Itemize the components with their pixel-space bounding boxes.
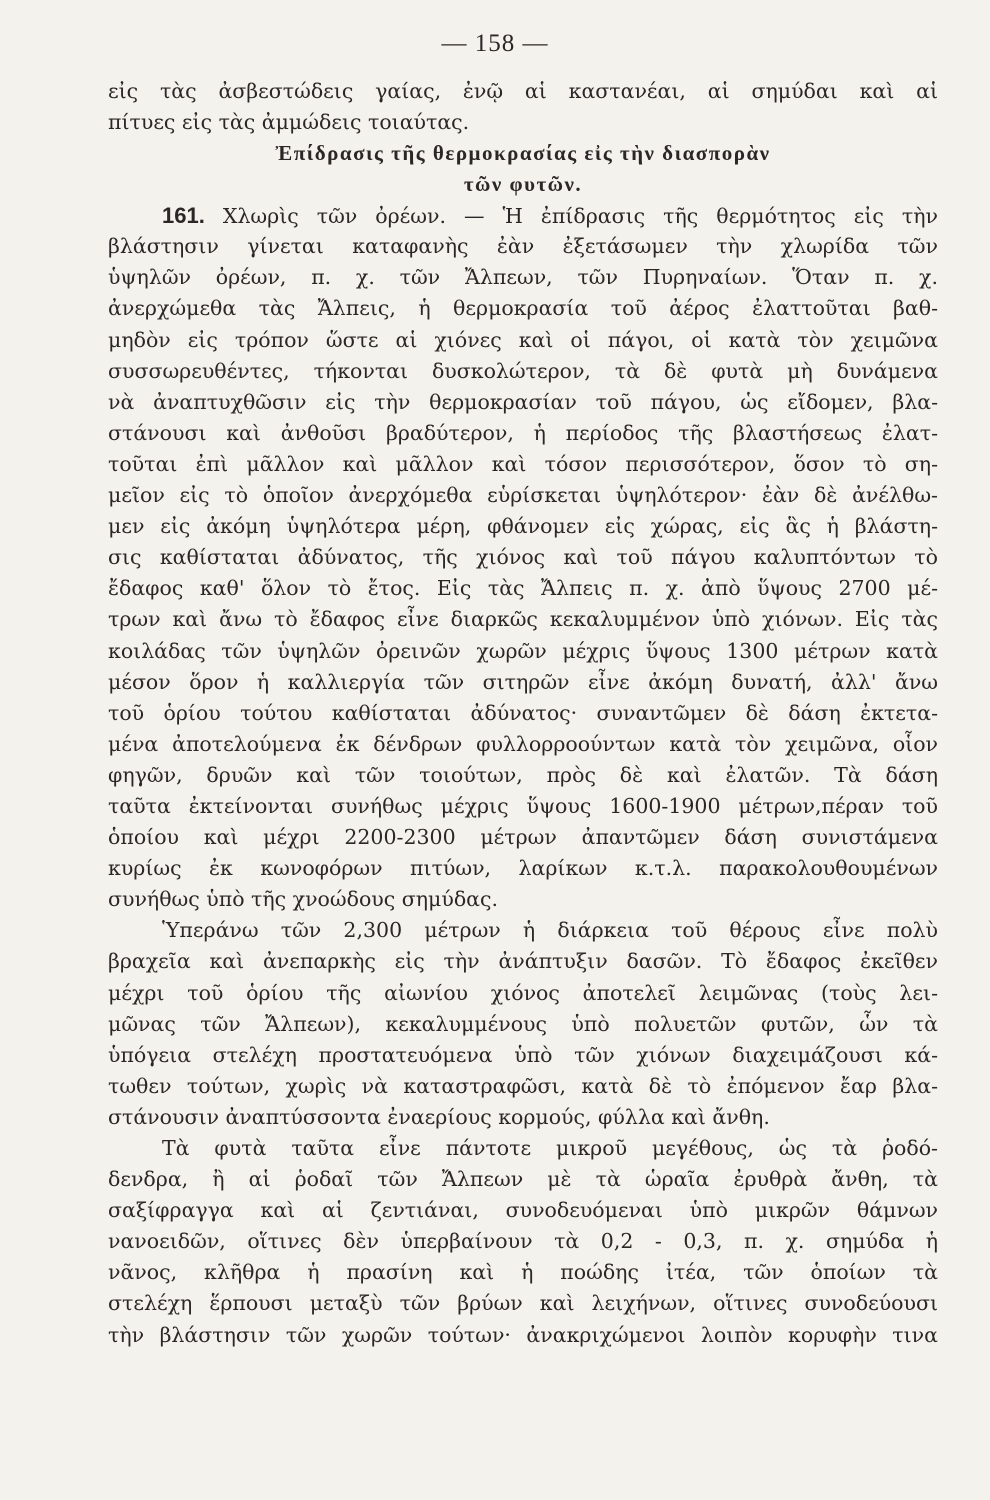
text-line: μέχρι τοῦ ὁρίου τῆς αἰωνίου χιόνος ἀποτελεῖ λειμῶνας (τοὺς λει- — [108, 980, 938, 1005]
text-line: εἰς τὰς ἀσβεστώδεις γαίας, ἐνῷ αἱ καστανέαι, αἱ σημύδαι καὶ αἱ — [108, 79, 938, 103]
text-line: νᾶνος, κλῆθρα ἡ πρασίνη καὶ ἡ ποώδης ἰτέα, τῶν ὁποίων τὰ — [108, 1260, 938, 1285]
text-line: ὑψηλῶν ὀρέων, π. χ. τῶν Ἄλπεων, τῶν Πυρηναίων. Ὅταν π. χ. — [108, 265, 938, 290]
section-heading-line-2: τῶν φυτῶν. — [463, 172, 583, 197]
text-line: ἀνερχώμεθα τὰς Ἄλπεις, ἡ θερμοκρασία τοῦ ἀέρος ἐλαττοῦται βαθ- — [108, 296, 938, 321]
text-line: νὰ ἀναπτυχθῶσιν εἰς τὴν θερμοκρασίαν τοῦ πάγου, ὡς εἴδομεν, βλα- — [108, 389, 938, 414]
paragraph-2 — [108, 915, 938, 1133]
text-line: στελέχη ἕρπουσι μεταξὺ τῶν βρύων καὶ λειχήνων, οἵτινες συνοδεύουσι — [108, 1291, 938, 1316]
text-line: πίτυες εἰς τὰς ἀμμώδεις τοιαύτας. — [108, 110, 470, 135]
text-line: κυρίως ἐκ κωνοφόρων πιτύων, λαρίκων κ.τ.λ. παρακολουθουμένων — [108, 856, 938, 881]
section-first-line — [108, 200, 938, 231]
text-line: τωθεν τούτων, χωρὶς νὰ καταστραφῶσι, κατὰ δὲ τὸ ἐπόμενον ἔαρ βλα- — [108, 1073, 938, 1098]
text-line: ταῦτα ἐκτείνονται συνήθως μέχρις ὕψους 1600-1900 μέτρων,πέραν τοῦ — [108, 793, 938, 818]
text-line: Τὰ φυτὰ ταῦτα εἶνε πάντοτε μικροῦ μεγέθους, ὡς τὰ ῥοδό- — [162, 1136, 938, 1160]
main-text — [108, 76, 938, 1351]
text-line: δενδρα, ἢ αἱ ῥοδαῖ τῶν Ἄλπεων μὲ τὰ ὡραῖα ἐρυθρὰ ἄνθη, τὰ — [108, 1167, 938, 1192]
paragraph-1 — [108, 231, 938, 915]
section-number: 161. — [162, 203, 205, 229]
text-line: μῶνας τῶν Ἄλπεων), κεκαλυμμένους ὑπὸ πολυετῶν φυτῶν, ὧν τὰ — [108, 1011, 938, 1036]
text-line: σις καθίσταται ἀδύνατος, τῆς χιόνος καὶ τοῦ πάγου καλυπτόντων τὸ — [108, 545, 938, 570]
text-line: Ὑπεράνω τῶν 2,300 μέτρων ἡ διάρκεια τοῦ θέρους εἶνε πολὺ — [162, 918, 938, 943]
section-heading-line-1: Ἐπίδρασις τῆς θερμοκρασίας εἰς τὴν διασπορὰν — [275, 141, 771, 166]
text-line: ὁποίου καὶ μέχρι 2200-2300 μέτρων ἀπαντῶμεν δάση συνιστάμενα — [108, 825, 938, 850]
text-line: συνήθως ὑπὸ τῆς χνοώδους σημύδας. — [108, 887, 499, 912]
page-number: — 158 — — [441, 30, 549, 57]
text-line: ὑπόγεια στελέχη προστατευόμενα ὑπὸ τῶν χιόνων διαχειμάζουσι κά- — [108, 1042, 938, 1067]
text-line: μεν εἰς ἀκόμη ὑψηλότερα μέρη, φθάνομεν εἰς χώρας, εἰς ἃς ἡ βλάστη- — [108, 514, 938, 539]
text-line: μέσον ὅρον ἡ καλλιεργία τῶν σιτηρῶν εἶνε ἀκόμη δυνατή, ἀλλ' ἄνω — [108, 669, 938, 694]
text-line: τοῦται ἐπὶ μᾶλλον καὶ μᾶλλον καὶ τόσον περισσότερον, ὅσον τὸ ση- — [108, 451, 938, 476]
text-line: στάνουσι καὶ ἀνθοῦσι βραδύτερον, ἡ περίοδος τῆς βλαστήσεως ἐλατ- — [108, 420, 938, 445]
text-line: μένα ἀποτελούμενα ἐκ δένδρων φυλλορροούντων κατὰ τὸν χειμῶνα, οἷον — [108, 731, 938, 756]
text-line: στάνουσιν ἀναπτύσσοντα ἐναερίους κορμούς, φύλλα καὶ ἄνθη. — [108, 1104, 770, 1129]
text-line: νανοειδῶν, οἵτινες δὲν ὑπερβαίνουν τὰ 0,2 - 0,3, π. χ. σημύδα ἡ — [108, 1229, 938, 1254]
paragraph-3 — [108, 1133, 938, 1351]
text-line: μηδὸν εἰς τρόπον ὥστε αἱ χιόνες καὶ οἱ πάγοι, οἱ κατὰ τὸν χειμῶνα — [108, 327, 938, 352]
text-line: σαξίφραγγα καὶ αἱ ζεντιάναι, συνοδευόμεναι ὑπὸ μικρῶν θάμνων — [108, 1198, 938, 1223]
text-line: βραχεῖα καὶ ἀνεπαρκὴς εἰς τὴν ἀνάπτυξιν δασῶν. Τὸ ἔδαφος ἐκεῖθεν — [108, 949, 938, 974]
text-line: μεῖον εἰς τὸ ὁποῖον ἀνερχόμεθα εὑρίσκεται ὑψηλότερον· ἐὰν δὲ ἀνέλθω- — [108, 483, 938, 508]
text-line: τοῦ ὁρίου τούτου καθίσταται ἀδύνατος· συναντῶμεν δὲ δάση ἐκτετα- — [108, 700, 938, 725]
text-line: κοιλάδας τῶν ὑψηλῶν ὀρεινῶν χωρῶν μέχρις ὕψους 1300 μέτρων κατὰ — [108, 638, 938, 663]
text-line: φηγῶν, δρυῶν καὶ τῶν τοιούτων, πρὸς δὲ καὶ ἐλατῶν. Τὰ δάση — [108, 762, 938, 787]
text-line: τὴν βλάστησιν τῶν χωρῶν τούτων· ἀνακριχώμενοι λοιπὸν κορυφὴν τινα — [108, 1322, 938, 1347]
section-first-line-text: Χλωρὶς τῶν ὀρέων. — Ἡ ἐπίδρασις τῆς θερμότητος εἰς τὴν — [222, 204, 938, 229]
text-line: συσσωρευθέντες, τήκονται δυσκολώτερον, τὰ δὲ φυτὰ μὴ δυνάμενα — [108, 358, 938, 383]
text-line: ἔδαφος καθ' ὅλον τὸ ἔτος. Εἰς τὰς Ἄλπεις π. χ. ἀπὸ ὕψους 2700 μέ- — [108, 576, 938, 601]
text-line: βλάστησιν γίνεται καταφανὴς ἐὰν ἐξετάσωμεν τὴν χλωρίδα τῶν — [108, 234, 938, 259]
text-line: τρων καὶ ἄνω τὸ ἔδαφος εἶνε διαρκῶς κεκαλυμμένον ὑπὸ χιόνων. Εἰς τὰς — [108, 607, 938, 632]
